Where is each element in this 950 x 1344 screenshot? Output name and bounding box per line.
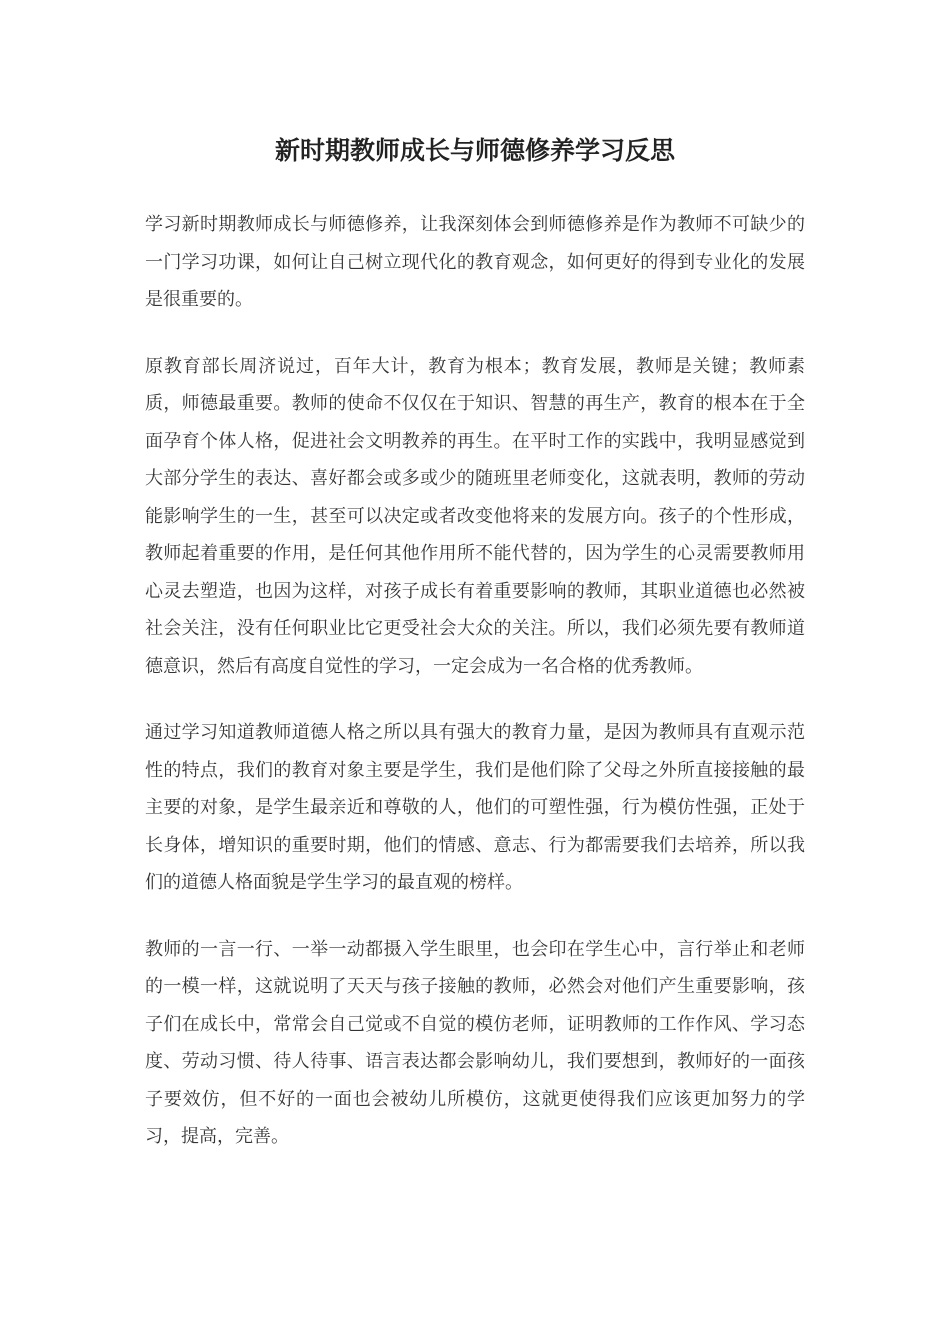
document-body (145, 206, 805, 1185)
paragraph: 通过学习知道教师道德人格之所以具有强大的教育力量，是因为教师具有直观示范性的特点，我们的教育对象主要是学生，我们是他们除了父母之外所直接接触的最主要的对象，是学生最亲近和尊敬的人，他们的可塑性强，行为模仿性强，正处于长身体，增知识的重要时期，他们的情感、意志、行为都需要我们去培养，所以我们的道德人格面貌是学生学习的最直观的榜样。 (145, 722, 805, 893)
paragraph: 原教育部长周济说过，百年大计，教育为根本；教育发展，教师是关键；教师素质，师德最重要。教师的使命不仅仅在于知识、智慧的再生产，教育的根本在于全面孕育个体人格，促进社会文明教养的再生。在平时工作的实践中，我明显感觉到大部分学生的表达、喜好都会或多或少的随班里老师变化，这就表明，教师的劳动能影响学生的一生，甚至可以决定或者改变他将来的发展方向。孩子的个性形成，教师起着重要的作用，是任何其他作用所不能代替的，因为学生的心灵需要教师用心灵去塑造，也因为这样，对孩子成长有着重要影响的教师，其职业道德也必然被社会关注，没有任何职业比它更受社会大众的关注。所以，我们必须先要有教师道德意识，然后有高度自觉性的学习，一定会成为一名合格的优秀教师。 (145, 355, 805, 677)
paragraph: 教师的一言一行、一举一动都摄入学生眼里，也会印在学生心中，言行举止和老师的一模一样，这就说明了天天与孩子接触的教师，必然会对他们产生重要影响，孩子们在成长中，常常会自己觉或不自觉的模仿老师，证明教师的工作作风、学习态度、劳动习惯、待人待事、语言表达都会影响幼儿，我们要想到，教师好的一面孩子要效仿，但不好的一面也会被幼儿所模仿，这就更使得我们应该更加努力的学习，提高，完善。 (145, 938, 805, 1147)
document-title: 新时期教师成长与师德修养学习反思 (274, 136, 675, 165)
paragraph: 学习新时期教师成长与师德修养，让我深刻体会到师德修养是作为教师不可缺少的一门学习功课，如何让自己树立现代化的教育观念，如何更好的得到专业化的发展是很重要的。 (145, 214, 805, 310)
